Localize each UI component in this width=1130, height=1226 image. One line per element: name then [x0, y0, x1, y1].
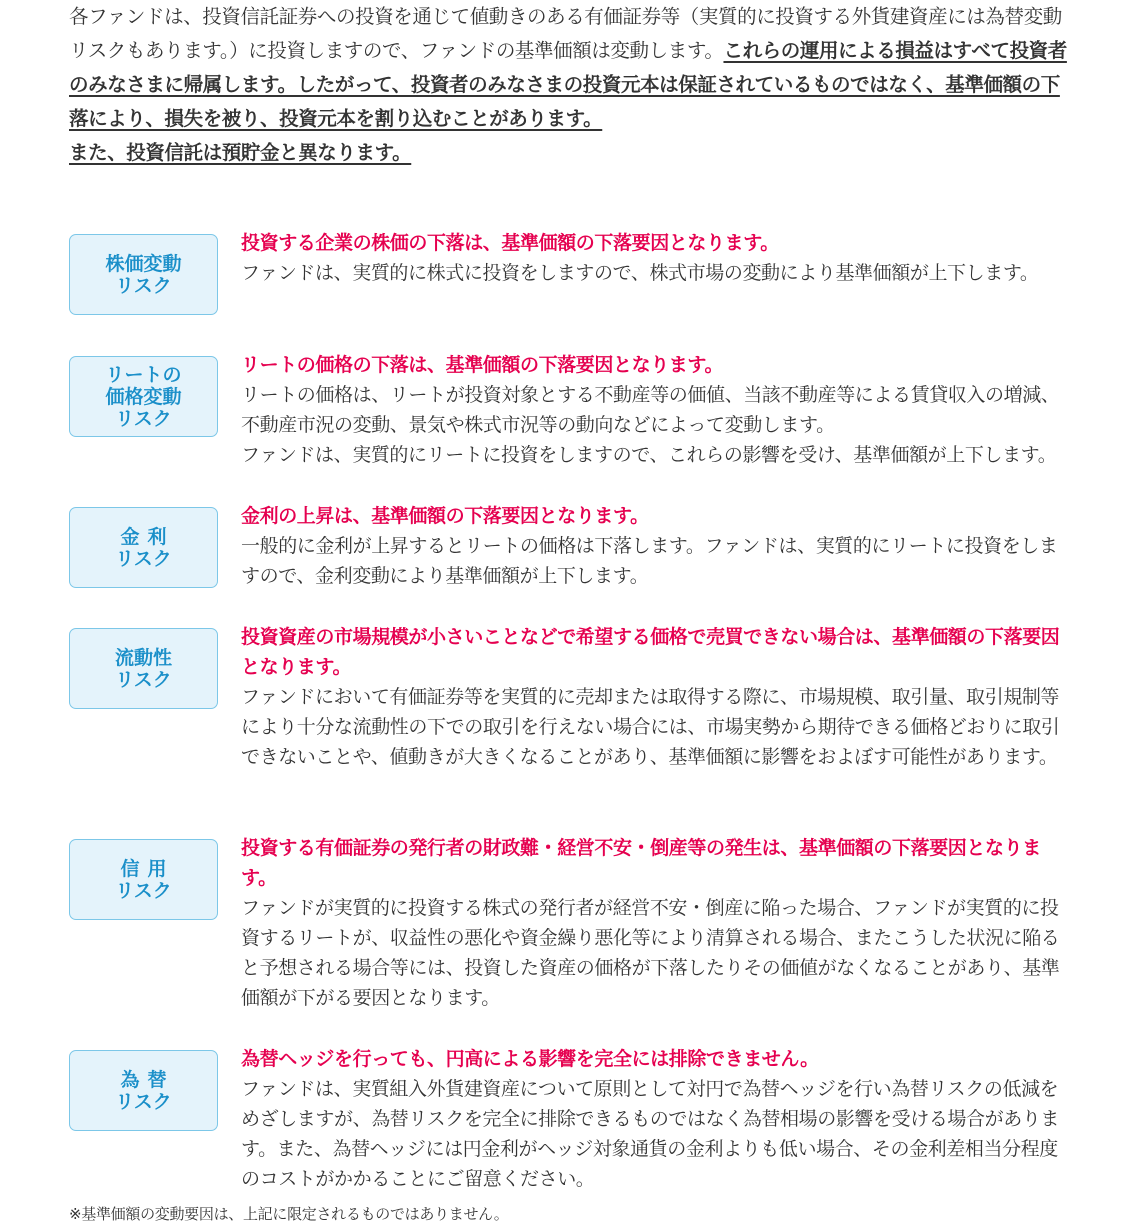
risk-body: リートの価格は、リートが投資対象とする不動産等の価値、当該不動産等による賃貸収入の増減、不動産市況の変動、景気や株式市況等の動向などによって変動します。 — [241, 384, 1060, 436]
risk-description — [241, 1044, 1071, 1194]
footnote: ※基準価額の変動要因は、上記に限定されるものではありません。 — [69, 1205, 509, 1223]
risk-headline: リートの価格の下落は、基準価額の下落要因となります。 — [241, 354, 724, 376]
risk-description — [241, 622, 1071, 772]
risk-headline: 投資資産の市場規模が小さいことなどで希望する価格で売買できない場合は、基準価額の下落要因となります。 — [241, 626, 1060, 678]
risk-body: ファンドが実質的に投資する株式の発行者が経営不安・倒産に陥った場合、ファンドが実質的に投資するリートが、収益性の悪化や資金繰り悪化等により清算される場合、またこうした状況に陥ると予想される場合等には、投資した資産の価格が下落したりその価値がなくなることがあり、基準価額が下がる要因となります。 — [241, 897, 1060, 1009]
risk-body: ファンドは、実質的に株式に投資をしますので、株式市場の変動により基準価額が上下します。 — [241, 262, 1039, 284]
risk-headline: 為替ヘッジを行っても、円高による影響を完全には排除できません。 — [241, 1048, 819, 1070]
intro-emphasis-deposit: また、投資信託は預貯金と異なります。 — [69, 141, 412, 164]
risk-body: ファンドにおいて有価証券等を実質的に売却または取得する際に、市場規模、取引量、取引規制等により十分な流動性の下での取引を行えない場合には、市場実勢から期待できる価格どおりに取引できないことや、値動きが大きくなることがあり、基準価額に影響をおよぼす可能性があります。 — [241, 686, 1060, 768]
risk-description — [241, 501, 1071, 591]
risk-body: ファンドは、実質的にリートに投資をしますので、これらの影響を受け、基準価額が上下します。 — [241, 444, 1057, 466]
risk-headline: 投資する企業の株価の下落は、基準価額の下落要因となります。 — [241, 232, 779, 254]
risk-label-badge: 株価変動 リスク — [69, 234, 218, 315]
risk-headline: 投資する有価証券の発行者の財政難・経営不安・倒産等の発生は、基準価額の下落要因となります。 — [241, 837, 1041, 889]
risk-label-badge: 為替 リスク — [69, 1050, 218, 1131]
intro-paragraph — [69, 0, 1069, 170]
intro-text: 各ファンドは、投資信託証券への投資を通じて値動きのある有価証券等（実質的に投資する外貨建資産には為替変動リスクもあります。）に投資しますので、ファンドの基準価額は変動します。 — [69, 5, 1062, 62]
risk-body: 一般的に金利が上昇するとリートの価格は下落します。ファンドは、実質的にリートに投資をしますので、金利変動により基準価額が上下します。 — [241, 535, 1058, 587]
risk-headline: 金利の上昇は、基準価額の下落要因となります。 — [241, 505, 649, 527]
risk-description — [241, 350, 1071, 470]
risk-label-badge: 信用 リスク — [69, 839, 218, 920]
risk-description — [241, 228, 1071, 288]
risk-description — [241, 833, 1071, 1013]
intro-emphasis: これらの運用による損益はすべて投資者のみなさまに帰属します。したがって、投資者のみなさまの投資元本は保証されているものではなく、基準価額の下落により、損失を被り、投資元本を割り込むことがあります。 — [69, 39, 1067, 130]
risk-label-badge: 金利 リスク — [69, 507, 218, 588]
risk-body: ファンドは、実質組入外貨建資産について原則として対円で為替ヘッジを行い為替リスクの低減をめざしますが、為替リスクを完全に排除できるものではなく為替相場の影響を受ける場合があります。また、為替ヘッジには円金利がヘッジ対象通貨の金利よりも低い場合、その金利差相当分程度のコストがかかることにご留意ください。 — [241, 1078, 1060, 1190]
risk-label-badge: 流動性 リスク — [69, 628, 218, 709]
risk-label-badge: リートの 価格変動 リスク — [69, 356, 218, 437]
